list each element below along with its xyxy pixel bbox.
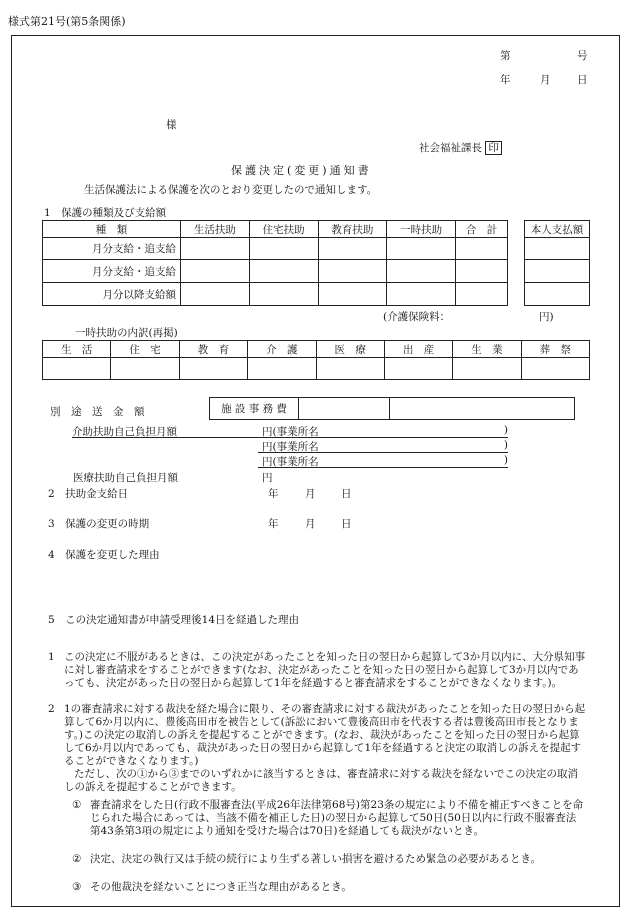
section1-heading: 1 保護の種類及び支給額	[44, 207, 167, 219]
facility-fee-label: 施 設 事 務 費	[210, 398, 299, 420]
s3-day: 日	[341, 518, 352, 530]
section4-heading: 4 保護を変更した理由	[48, 549, 160, 561]
note-1-number: 1	[48, 651, 55, 663]
col-self-pay: 本人支払額	[525, 221, 590, 238]
case-1-number: ①	[72, 799, 82, 811]
addressee-suffix: 様	[166, 119, 177, 131]
issuer-title: 社会福祉課長	[419, 142, 482, 154]
row-label: 月分支給・追支給	[43, 260, 181, 283]
s2-day: 日	[341, 488, 352, 500]
yen-office: 円(事業所名	[262, 426, 319, 438]
note-2-number: 2	[48, 703, 55, 715]
breakdown-heading: 一時扶助の内訳(再掲)	[75, 327, 178, 339]
breakdown-table	[42, 340, 590, 380]
medical-self-pay-label: 医療扶助自己負担月額	[73, 472, 178, 484]
close-paren: )	[503, 439, 508, 451]
bd-medical: 医 療	[316, 341, 384, 358]
s2-year: 年	[268, 488, 279, 500]
self-pay-table	[524, 220, 590, 306]
bd-care: 介 護	[248, 341, 316, 358]
col-housing: 住宅扶助	[249, 221, 318, 238]
section5-heading: 5 この決定通知書が申請受理後14日を経過した理由	[48, 614, 300, 626]
yen-office: 円(事業所名	[262, 441, 319, 453]
yen-office: 円(事業所名	[262, 456, 319, 468]
col-temporary: 一時扶助	[387, 221, 456, 238]
care-line-1	[72, 424, 508, 438]
date-year: 年	[500, 74, 511, 86]
col-education: 教育扶助	[318, 221, 387, 238]
case-1: 審査請求をした日(行政不服審査法(平成26年法律第68号)第23条の規定により不備を補正すべきことを命じられた場合にあっては、当該不備を補正した日)の翌日から起算して50日(50日以内に行政不服審査法第43条第3項の規定により通知を受けた場合は70日)を経過しても裁決がないとき。	[90, 799, 584, 837]
col-type: 種 類	[43, 221, 181, 238]
row-label: 月分以降支給額	[43, 283, 181, 306]
care-line-3	[258, 454, 508, 468]
section2-heading: 2 扶助金支給日	[48, 488, 129, 500]
care-insurance-unit: 円)	[539, 311, 554, 323]
bd-occupation: 生 業	[453, 341, 521, 358]
benefit-table	[42, 220, 508, 306]
care-line-2	[258, 439, 508, 453]
number-dai: 第	[500, 50, 511, 62]
case-3-number: ③	[72, 881, 82, 893]
care-self-pay-label: 介助扶助自己負担月額	[72, 426, 177, 438]
case-2: 決定、決定の執行又は手続の続行により生ずる著しい損害を避けるため緊急の必要があるとき。	[90, 853, 542, 865]
date-month: 月	[540, 74, 551, 86]
note-2-proviso: ただし、次の①から③までのいずれかに該当するときは、審査請求に対する裁決を経ないでこの決定の取消しの訴えを提起することができます。	[64, 768, 578, 793]
col-total: 合 計	[456, 221, 508, 238]
close-paren: )	[503, 454, 508, 466]
section3-heading: 3 保護の変更の時期	[48, 518, 150, 530]
seal-mark: 印	[485, 141, 502, 155]
care-insurance-label: (介護保険料：	[383, 311, 451, 323]
page-title: 保護決定(変更)通知書	[231, 164, 372, 177]
bd-living: 生 活	[43, 341, 111, 358]
close-paren: )	[503, 424, 508, 436]
facility-fee-table	[209, 397, 575, 420]
bd-funeral: 葬 祭	[521, 341, 589, 358]
intro-text: 生活保護法による保護を次のとおり変更したので通知します。	[84, 184, 378, 196]
s2-month: 月	[305, 488, 316, 500]
date-day: 日	[577, 74, 588, 86]
col-living: 生活扶助	[181, 221, 250, 238]
issuer	[419, 140, 502, 155]
note-1: この決定に不服があるときは、この決定があったことを知った日の翌日から起算して3か月以内に、大分県知事に対し審査請求をすることができます(なお、決定があったことを知った日の翌日から起算して3か月以内であっても、決定があった日の翌日から起算して1年を経過すると審査請求をすることができなくなります。)。	[64, 651, 586, 689]
bd-education: 教 育	[179, 341, 247, 358]
note-2: 1の審査請求に対する裁決を経た場合に限り、その審査請求に対する裁決があったことを知った日の翌日から起算して6か月以内に、豊後高田市を被告として(訴訟において豊後高田市を代表する者は豊後高田市長となります。)この決定の取消しの訴えを提起することができます。(なお、裁決があったことを知った日の翌日から起算して6か月以内であっても、裁決があった日の翌日から起算して1年を経過すると決定の取消しの訴えを提起することができなくなります。)	[64, 703, 586, 767]
medical-yen: 円	[262, 472, 273, 484]
bd-birth: 出 産	[384, 341, 452, 358]
number-go: 号	[577, 50, 588, 62]
bd-housing: 住 宅	[111, 341, 179, 358]
case-3: その他裁決を経ないことにつき正当な理由があるとき。	[90, 881, 352, 893]
s3-year: 年	[268, 518, 279, 530]
separate-remittance-label: 別 途 送 金 額	[50, 406, 145, 418]
row-label: 月分支給・追支給	[43, 238, 181, 260]
form-number: 様式第21号(第5条関係)	[8, 15, 126, 28]
case-2-number: ②	[72, 853, 82, 865]
s3-month: 月	[305, 518, 316, 530]
